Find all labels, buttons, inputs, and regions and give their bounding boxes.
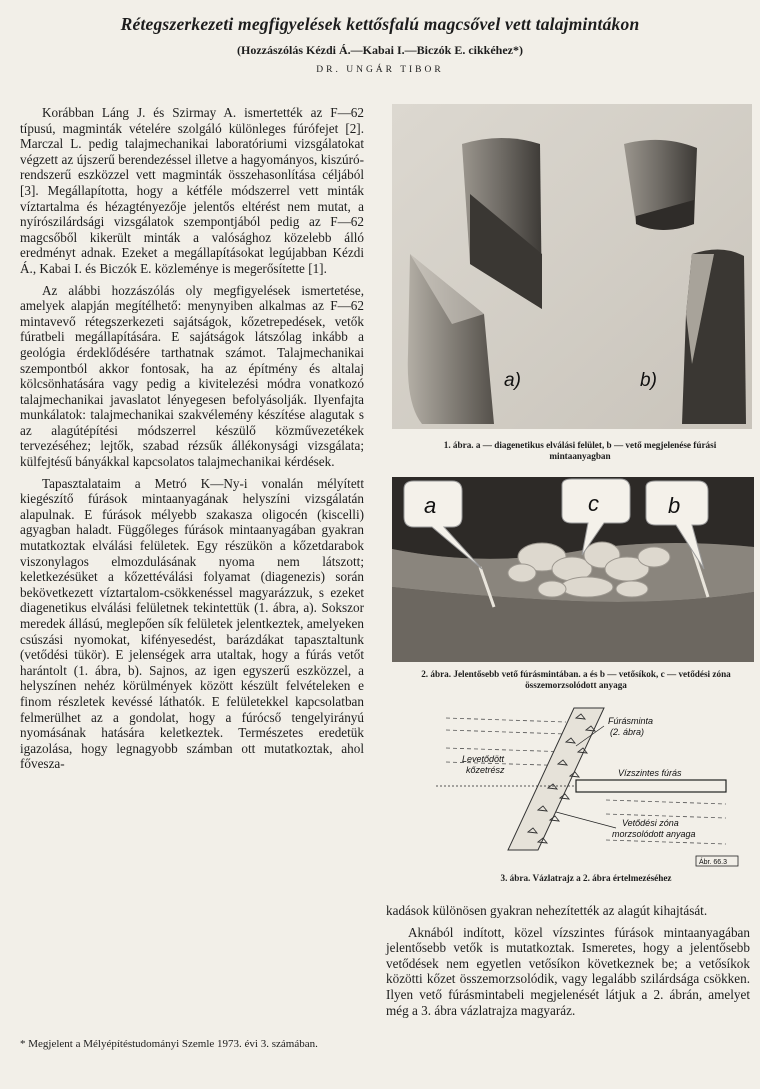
figure-1-photo (392, 104, 752, 429)
figure-3-label-levetodott: Levetődött (462, 754, 505, 764)
figure-3-stamp: Ábr. 66.3 (699, 859, 728, 866)
paragraph: Az alábbi hozzászólás oly megfigyelések ismertetése, amelyek alapján megítélhető: menynyiben alkalmas az F—62 mintavevő rétegszerkezeti sajátságok, kőzetrepedések, vetők fúratbeli megállapítására. E sajátságok látszólag inkább a geológia érdeklődésére tarthatnak számot. Talajmechanikai szempontból akkor fontosak, ha az építmény és altalaj kölcsönhatására vagy pedig a kivitelezési módra vonatkozó talajmechanikai javaslatot lényegesen befolyásolják. Ilyenfajta munkálatok: talajmechanikai szakvélemény készítése alagutak s az alagútépítési módszerrel készülő közművezetékek tervezéséhez; lejtők, szabad rézsűk állékonysági vizsgálata; külfejtésű bányákkal kapcsolatos talajmechanikai kérdések. (20, 282, 364, 470)
paragraph: Korábban Láng J. és Szirmay A. ismertették az F—62 típusú, magminták vételére szolgáló különleges fúrófejet [2]. Marczal L. pedig talajmechanikai laboratóriumi vizsgálatokat végzett az újszerű berendezéssel illetve a hagyományos, kiszúró-rendszerű eszközzel vett magminták összehasonlítása céljából [3]. Megállapította, hogy a kétféle módszerrel vett minták víztartalma és hézagtényezője jelentős eltérést nem mutat, a nyírószilárdsági vizsgálatok szempontjából pedig az F—62 magcsőből kikerült minták a valósághoz közelebb álló eredményt adnak. Ezeket a megállapításokat legújabban Kézdi Á., Kabai I. és Biczók E. közleménye is megerősítette [1]. (20, 105, 364, 276)
paragraph: kadások különösen gyakran nehezítették az alagút kihajtását. (386, 903, 708, 918)
figure-3-label-kozetresz: kőzetrész (466, 765, 505, 775)
paragraph: Aknából indított, közel vízszintes fúrások mintaanyagában jelentősebb vetők is mutatkoztak. Ismeretes, hogy a jelentősebb vetődések nem egyetlen vetősíkon következnek be; a vetősíkok közötti kőzet összemorzsolódik, vagy legalább szilárdsága csökken. Ilyen vető fúrásmintabeli megjelenését látjuk a 2. ábrán, amelyet még a 3. ábra vázlatrajza magyaráz. (386, 924, 750, 1018)
figure-3-sketch (426, 700, 746, 868)
footnote: * Megjelent a Mélyépítéstudományi Szemle 1973. évi 3. számában. (20, 1038, 318, 1050)
figure-2-label-c: c (588, 491, 599, 516)
figure-1-label-a: a) (504, 370, 521, 391)
article-subtitle: (Hozzászólás Kézdi Á.—Kabai I.—Biczók E. cikkéhez*) (237, 43, 523, 57)
figure-2-photo (392, 477, 754, 662)
figure-3-label-vizszintes: Vízszintes fúrás (618, 768, 682, 778)
figure-2-label-a: a (424, 493, 437, 518)
figure-3-label-zona: Vetődési zóna (622, 818, 679, 828)
figure-2-label-b: b (668, 493, 681, 518)
figure-1-caption: 1. ábra. a — diagenetikus elválási felület, b — vető megjelenése fúrási mintaanyagban (443, 440, 717, 461)
article-title: Rétegszerkezeti megfigyelések kettősfalú magcsővel vett talajmintákon (120, 14, 640, 34)
figure-2-caption: 2. ábra. Jelentősebb vető fúrásmintában. a és b — vetősíkok, c — vetődési zóna összemorzsolódott anyaga (421, 669, 731, 690)
right-column (386, 903, 750, 1024)
figure-3-caption: 3. ábra. Vázlatrajz a 2. ábra értelmezéséhez (500, 873, 672, 883)
figure-3-label-furasminta-ref: (2. ábra) (610, 727, 645, 737)
left-column (20, 105, 364, 778)
figure-3-label-morzsolodott: morzsolódott anyaga (612, 829, 696, 839)
figure-3-label-furasminta: Fúrásminta (608, 716, 654, 726)
figure-1-label-b: b) (640, 370, 657, 391)
article-author: DR. UNGÁR TIBOR (316, 65, 444, 75)
paragraph: Tapasztalataim a Metró K—Ny-i vonalán mélyített kiegészítő fúrások mintaanyagának helyszíni vizsgálatán alapulnak. E fúrások mélyebb szakasza oligocén (kiscelli) agyagban haladt. Függőleges fúrások mintaanyagában gyakran mutatkoztak elválási felületek. Egy részükön a kőzetdarabok viszonylagos elmozdulásának nyoma nem látszott; keletkezésüket a kőzettéválási folyamat (diagenezis) során bekövetkezett víztartalom-csökkenéssel magyarázzuk, s ezeket diagenetikus elválási felületnek tekintettük (1. ábra, a). Sokszor meredek állású, meglepően sík felületek jelentkeztek, amelyeken csúszási nyomokat, kifényesedést, barázdákat tapasztaltunk (vetődési tükör). E jelenségek arra utaltak, hogy a fúrás vetőt harántolt (1. ábra, b). Sajnos, az igen egyszerű eszközzel, a helyszínen nehéz körülmények között készült felvételeken e finom részletek kevéssé láthatók. E felületekkel kapcsolatban felmerülhet az a gondolat, hogy a fúrócső tengelyirányú nyomásának hatására keletkeztek. Természetes eredetük igazolása, hogy legnagyobb számban ott mutatkoztak, ahol fővesza- (20, 475, 364, 772)
